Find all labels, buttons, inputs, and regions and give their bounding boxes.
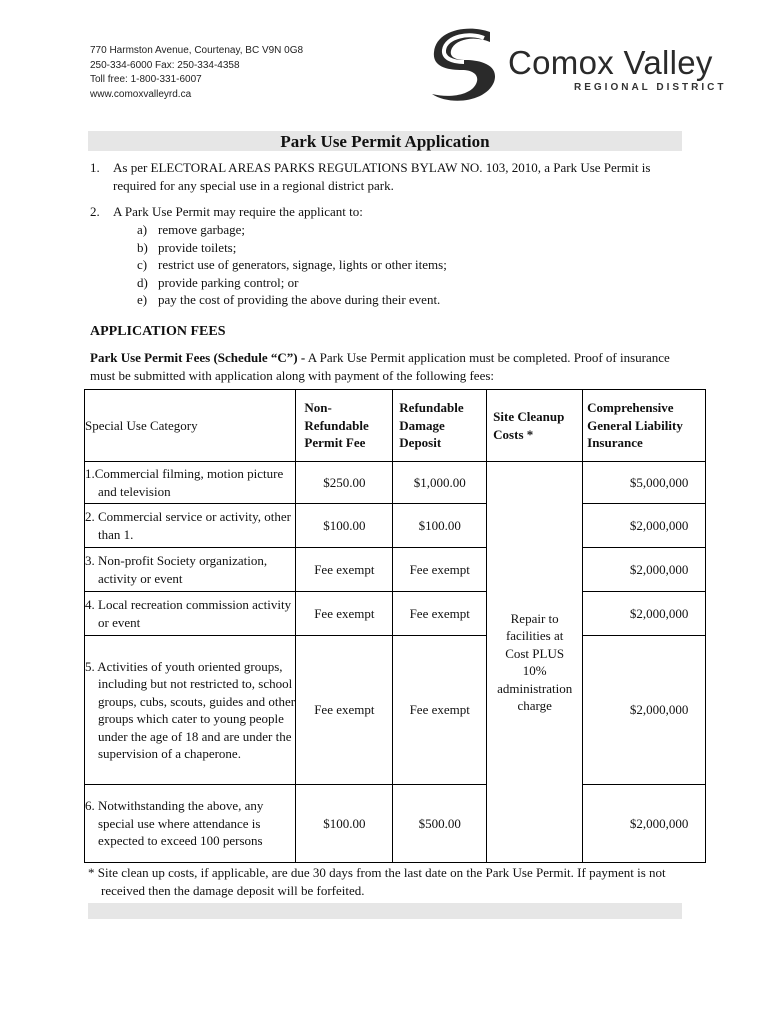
header-insurance: Comprehensive General Liability Insurance	[583, 390, 706, 462]
fees-table	[84, 389, 706, 863]
table-row	[85, 462, 706, 504]
fees-intro-label: Park Use Permit Fees (Schedule “C”) -	[90, 350, 306, 365]
fee-cell: Fee exempt	[296, 548, 393, 592]
item-number: 2.	[90, 204, 100, 219]
deposit-cell: $500.00	[393, 785, 487, 863]
fee-cell: $250.00	[296, 462, 393, 504]
category-cell: 6. Notwithstanding the above, any special use where attendance is expected to exceed 100 persons	[85, 785, 296, 863]
item-text: As per ELECTORAL AREAS PARKS REGULATIONS BYLAW NO. 103, 2010, a Park Use Permit is required for any special use in a regional district park.	[113, 160, 651, 193]
fees-intro	[90, 349, 690, 384]
fees-intro-text: A Park Use Permit application must be completed. Proof of insurance must be submitted with application along with payment of the following fees:	[90, 350, 670, 383]
swoosh-logo-icon	[428, 24, 506, 102]
requirements-list	[137, 221, 657, 309]
footer-bar	[88, 903, 682, 919]
insurance-cell: $5,000,000	[583, 462, 706, 504]
header-category: Special Use Category	[85, 390, 296, 462]
contact-block	[90, 44, 303, 102]
cvrd-logo	[428, 24, 728, 102]
insurance-cell: $2,000,000	[583, 548, 706, 592]
logo-subtitle: REGIONAL DISTRICT	[574, 82, 727, 93]
deposit-cell: Fee exempt	[393, 636, 487, 785]
item-text: A Park Use Permit may require the applicant to:	[113, 204, 363, 219]
fee-cell: $100.00	[296, 785, 393, 863]
fee-cell: $100.00	[296, 504, 393, 548]
header-damage-deposit: Refundable Damage Deposit	[393, 390, 487, 462]
table-row	[85, 636, 706, 785]
insurance-cell: $2,000,000	[583, 504, 706, 548]
insurance-cell: $2,000,000	[583, 592, 706, 636]
fee-cell: Fee exempt	[296, 636, 393, 785]
table-row	[85, 504, 706, 548]
logo-name: Comox Valley	[508, 44, 713, 81]
fee-cell: Fee exempt	[296, 592, 393, 636]
deposit-cell: Fee exempt	[393, 548, 487, 592]
list-item: c) restrict use of generators, signage, lights or other items;	[137, 257, 447, 272]
deposit-cell: $100.00	[393, 504, 487, 548]
insurance-cell: $2,000,000	[583, 636, 706, 785]
table-row	[85, 785, 706, 863]
list-item: e) pay the cost of providing the above during their event.	[137, 292, 441, 307]
website-link[interactable]: www.comoxvalleyrd.ca	[90, 88, 192, 100]
item-number: 1.	[90, 160, 100, 175]
deposit-cell: $1,000.00	[393, 462, 487, 504]
list-item: a) remove garbage;	[137, 222, 245, 237]
header-nonrefundable: Non-Refundable Permit Fee	[296, 390, 393, 462]
category-cell: 2. Commercial service or activity, other than 1.	[85, 504, 296, 548]
table-row	[85, 592, 706, 636]
deposit-cell: Fee exempt	[393, 592, 487, 636]
toll-free-line: Toll free: 1-800-331-6007	[90, 74, 202, 85]
footnote: * Site clean up costs, if applicable, are due 30 days from the last date on the Park Use Permit. If payment is not received then the damage deposit will be forfeited.	[88, 865, 666, 898]
category-cell: 4. Local recreation commission activity or event	[85, 592, 296, 636]
insurance-cell: $2,000,000	[583, 785, 706, 863]
list-item: b) provide toilets;	[137, 239, 237, 255]
table-header-row	[85, 390, 706, 462]
fees-heading: APPLICATION FEES	[90, 324, 226, 339]
table-row	[85, 548, 706, 592]
category-cell: 1.Commercial filming, motion picture and television	[85, 462, 296, 504]
phone-fax-line: 250-334-6000 Fax: 250-334-4358	[90, 59, 240, 71]
category-cell: 3. Non-profit Society organization, activity or event	[85, 548, 296, 592]
category-cell: 5. Activities of youth oriented groups, including but not restricted to, school groups, cubs, scouts, guides and other groups which cater to young people under the age of 18 and are under the supervision of a chaperone.	[85, 636, 296, 785]
cleanup-cell: Repair to facilities at Cost PLUS 10% administration charge	[487, 462, 583, 863]
page-title: Park Use Permit Application	[88, 131, 682, 151]
header-cleanup: Site Cleanup Costs *	[487, 390, 583, 462]
address-line: 770 Harmston Avenue, Courtenay, BC V9N 0G8	[90, 45, 304, 56]
list-item: d) provide parking control; or	[137, 274, 299, 290]
